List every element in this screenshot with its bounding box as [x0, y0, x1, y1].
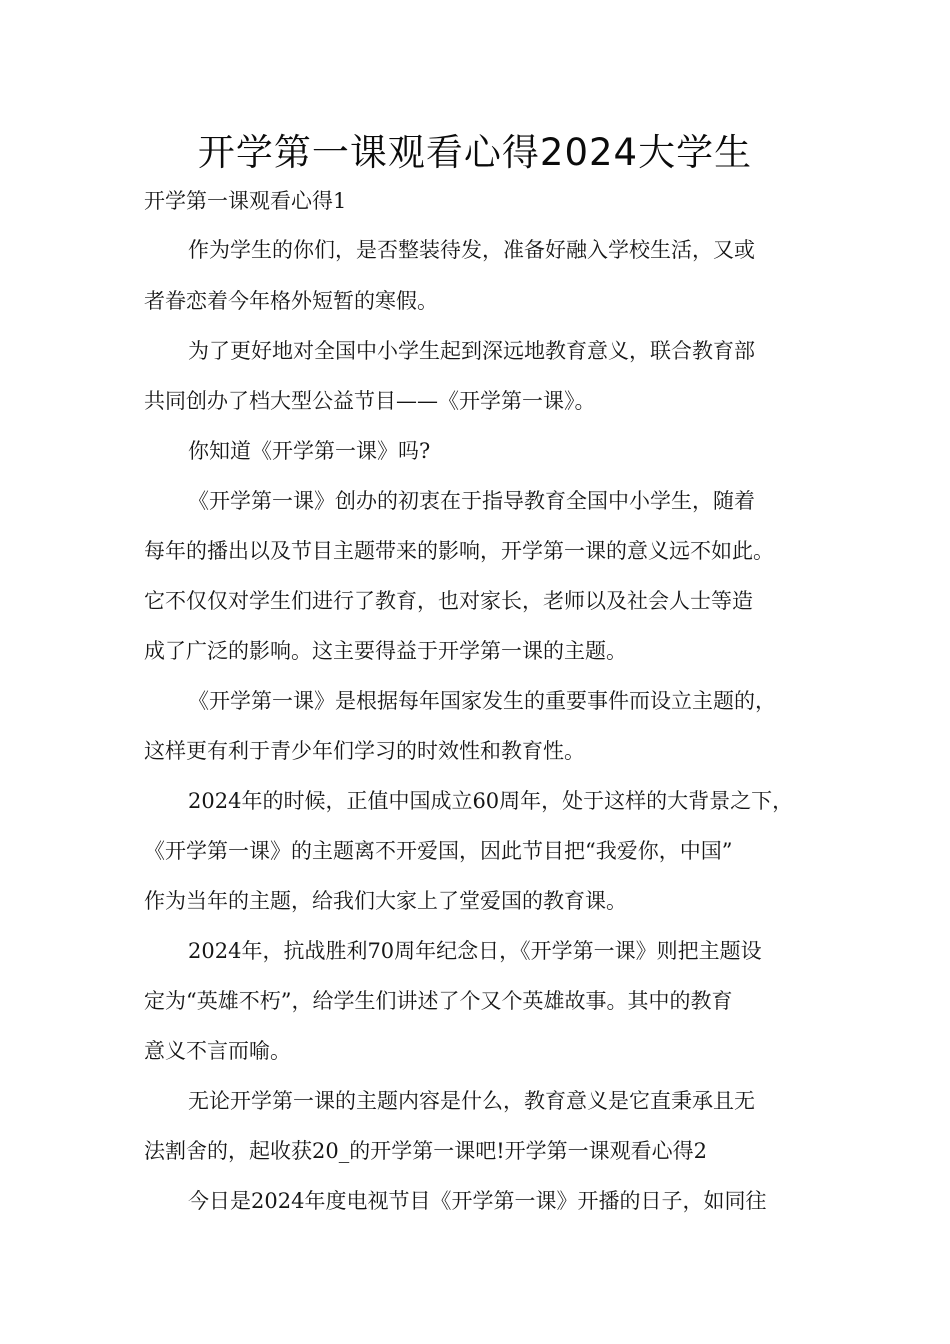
- text-line: 今日是2024年度电视节目《开学第一课》开播的日子，如同往: [188, 1189, 767, 1213]
- text-line: 这样更有利于青少年们学习的时效性和教育性。: [144, 739, 585, 763]
- text-line: 作为学生的你们，是否整装待发，准备好融入学校生活，又或: [188, 238, 755, 262]
- text-line: 意义不言而喻。: [144, 1039, 291, 1063]
- text-line: 2024年的时候，正值中国成立60周年，处于这样的大背景之下，: [188, 789, 794, 813]
- text-line: 者眷恋着今年格外短暂的寒假。: [144, 289, 438, 313]
- text-line: 成了广泛的影响。这主要得益于开学第一课的主题。: [144, 639, 627, 663]
- section-heading: 开学第一课观看心得1: [144, 189, 347, 213]
- text-line: 法割舍的，起收获20_的开学第一课吧!开学第一课观看心得2: [144, 1139, 708, 1163]
- text-line: 《开学第一课》创办的初衷在于指导教育全国中小学生，随着: [188, 489, 755, 513]
- text-line: 《开学第一课》的主题离不开爱国，因此节目把“我爱你，中国”: [144, 839, 733, 863]
- text-line: 《开学第一课》是根据每年国家发生的重要事件而设立主题的，: [188, 689, 776, 713]
- text-line: 它不仅仅对学生们进行了教育，也对家长，老师以及社会人士等造: [144, 589, 753, 613]
- text-line: 你知道《开学第一课》吗?: [188, 439, 431, 463]
- text-line: 为了更好地对全国中小学生起到深远地教育意义，联合教育部: [188, 339, 755, 363]
- document-title: 开学第一课观看心得2024大学生: [197, 131, 753, 174]
- text-line: 无论开学第一课的主题内容是什么，教育意义是它直秉承且无: [188, 1089, 755, 1113]
- text-line: 共同创办了档大型公益节目——《开学第一课》。: [144, 389, 596, 413]
- text-line: 作为当年的主题，给我们大家上了堂爱国的教育课。: [144, 889, 627, 913]
- text-line: 定为“英雄不朽”，给学生们讲述了个又个英雄故事。其中的教育: [144, 989, 733, 1013]
- text-line: 每年的播出以及节目主题带来的影响，开学第一课的意义远不如此。: [144, 539, 774, 563]
- text-line: 2024年，抗战胜利70周年纪念日，《开学第一课》则把主题设: [188, 939, 762, 963]
